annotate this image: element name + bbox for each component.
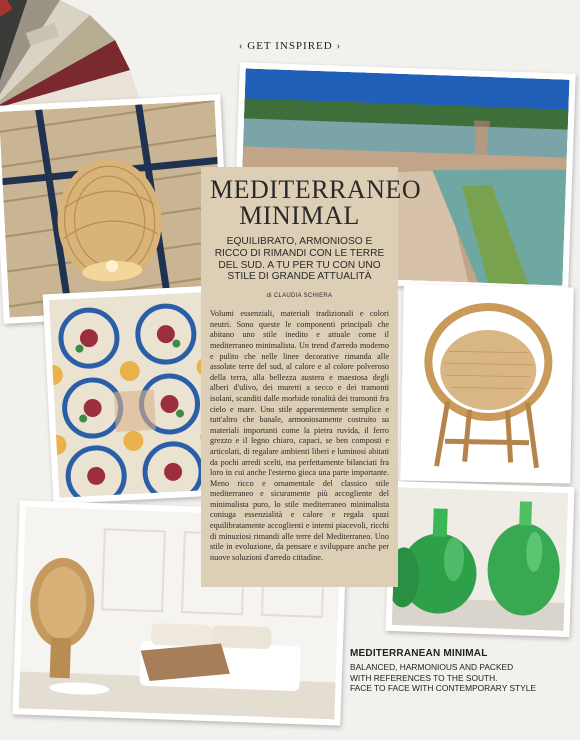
english-line-2: WITH REFERENCES TO THE SOUTH. xyxy=(350,672,498,683)
english-line-1: BALANCED, HARMONIOUS AND PACKED xyxy=(350,662,514,672)
article-box xyxy=(201,167,422,587)
english-title: MEDITERRANEAN MINIMAL xyxy=(350,648,488,659)
photo-glass-demijohns xyxy=(385,481,574,637)
photo-wicker-chair xyxy=(400,285,573,484)
english-caption xyxy=(350,648,565,694)
english-line-3: FACE TO FACE WITH CONTEMPORARY STYLE xyxy=(350,683,536,694)
article-body: Volumi essenziali, materiali tradizionali e colori neutri. Sono queste le componenti principali che abitano uno stile inedito e attuale come il mediterraneo minimalista. Un trend d'arredo moderno e pulito che nelle linee decorative rimanda alle assolate terre del sud, al calore e al colore polveroso della terra, alla bellezza austera e maestosa degli alberi d'ulivo, dei muretti a secco e dei tramonti isolani, scanditi dalle morbide tonalità dei tramonti fra cielo e mare. Uno stile apparentemente semplice e tutt'altro che banale, armoniosamente costruito su materiali importanti come la pietra ruvida, il ferro grezzo e il legno chiaro, capaci, se ben composti e articolati, di regalare ambienti liberi e luminosi abitati da pochi arredi scelti, ma perfettamente bilanciati fra loro in cui anche l'esterno gioca una parte importante. Meno ricco e ornamentale del classico stile mediterraneo e sicuramente più accogliente del minimalista puro, lo stile mediterraneo minimalista coniuga essenzialità e calore e regala spazi equilibratamente accoglienti e interni piacevoli, ricchi di minuziosi rimandi alle terre del Mediterraneo. Uno stile in evoluzione, da pensare e sviluppare anche per nuove soluzioni d'arredo cittadine. xyxy=(210,309,389,562)
article-headline: MEDITERRANEO MINIMAL xyxy=(210,175,422,230)
section-kicker: ‹ GET INSPIRED › xyxy=(238,40,342,52)
english-description xyxy=(350,662,565,694)
photo-majolica-tiles xyxy=(43,286,220,504)
article-byline: di CLAUDIA SCHIERA xyxy=(266,293,333,300)
article-subhead: EQUILIBRATO, ARMONIOSO E RICCO DI RIMANDI CON LE TERRE DEL SUD. A TU PER TU CON UNO STILE DI GRANDE ATTUALITÀ xyxy=(214,236,385,283)
